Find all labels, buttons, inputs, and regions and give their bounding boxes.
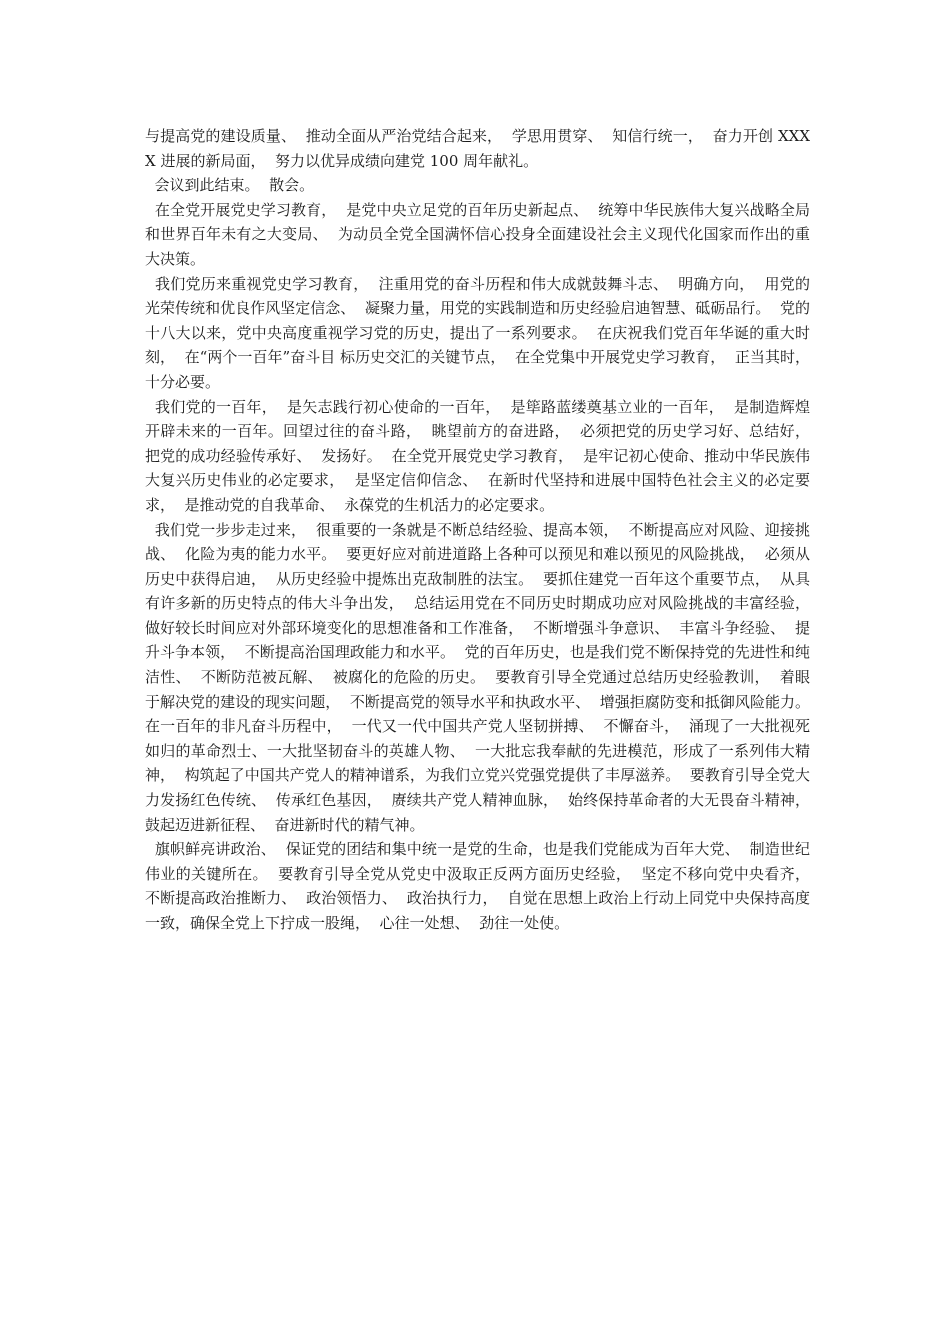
paragraph: 旗帜鲜亮讲政治、 保证党的团结和集中统一是党的生命，也是我们党能成为百年大党、 制造世纪伟业的关键所在。 要教育引导全党从党史中汲取正反两方面历史经验， 坚定不移向党中央看齐， 不断提高政治推断力、 政治领悟力、 政治执行力， 自觉在思想上政治上行动上同党中央保持高度一致，确保全党上下拧成一股绳， 心往一处想、 劲往一处使。 — [145, 840, 820, 932]
paragraph: 我们党历来重视党史学习教育， 注重用党的奋斗历程和伟大成就鼓舞斗志、 明确方向， 用党的光荣传统和优良作风坚定信念、 凝聚力量，用党的实践制造和历史经验启迪智慧、砥砺品行。 党的十八大以来，党中央高度重视学习党的历史，提出了一系列要求。 在庆祝我们党百年华诞的重大时刻， 在“两个一百年”奋斗目 标历史交汇的关键节点， 在全党集中开展党史学习教育， 正当其时， 十分必要。 — [145, 274, 820, 391]
paragraph: 会议到此结束。 散会。 — [145, 176, 315, 195]
paragraph: 在全党开展党史学习教育， 是党中央立足党的百年历史新起点、 统筹中华民族伟大复兴战略全局和世界百年未有之大变局、 为动员全党全国满怀信心投身全面建设社会主义现代化国家而作出的重大决策。 — [145, 200, 810, 268]
paragraph: 我们党一步步走过来， 很重要的一条就是不断总结经验、提高本领， 不断提高应对风险、迎接挑战、 化险为夷的能力水平。 要更好应对前进道路上各种可以预见和难以预见的风险挑战， 必须从历史中获得启迪， 从历史经验中提炼出克敌制胜的法宝。 要抓住建党一百年这个重要节点， 从具有许多新的历史特点的伟大斗争出发， 总结运用党在不同历史时期成功应对风险挑战的丰富经验， 做好较长时间应对外部环境变化的思想准备和工作准备， 不断增强斗争意识、 丰富斗争经验、 提升斗争本领， 不断提高治国理政能力和水平。 党的百年历史，也是我们党不断保持党的先进性和纯洁性、 不断防范被瓦解、 被腐化的危险的历史。 要教育引导全党通过总结历史经验教训， 着眼于解决党的建设的现实问题， 不断提高党的领导水平和执政水平、 增强拒腐防变和抵御风险能力。在一百年的非凡奋斗历程中， 一代又一代中国共产党人坚韧拼搏、 不懈奋斗， 涌现了一大批视死如归的革命烈士、一大批坚韧奋斗的英雄人物、 一大批忘我奉献的先进模范，形成了一系列伟大精神， 构筑起了中国共产党人的精神谱系，为我们立党兴党强党提供了丰厚滋养。 要教育引导全党大力发扬红色传统、 传承红色基因， 赓续共产党人精神血脉， 始终保持革命者的大无畏奋斗精神， 鼓起迈进新征程、 奋进新时代的精气神。 — [145, 520, 820, 834]
document-body — [145, 124, 820, 936]
paragraph: 我们党的一百年， 是矢志践行初心使命的一百年， 是筚路蓝缕奠基立业的一百年， 是制造辉煌开辟未来的一百年。回望过往的奋斗路， 眺望前方的奋进路， 必须把党的历史学习好、总结好， 把党的成功经验传承好、 发扬好。 在全党开展党史学习教育， 是牢记初心使命、推动中华民族伟大复兴历史伟业的必定要求， 是坚定信仰信念、 在新时代坚持和进展中国特色社会主义的必定要求， 是推动党的自我革命、 永葆党的生机活力的必定要求。 — [145, 397, 820, 514]
paragraph: 与提高党的建设质量、 推动全面从严治党结合起来， 学思用贯穿、 知信行统一， 奋力开创 XXXX 进展的新局面， 努力以优异成绩向建党 100 周年献礼。 — [145, 127, 810, 170]
